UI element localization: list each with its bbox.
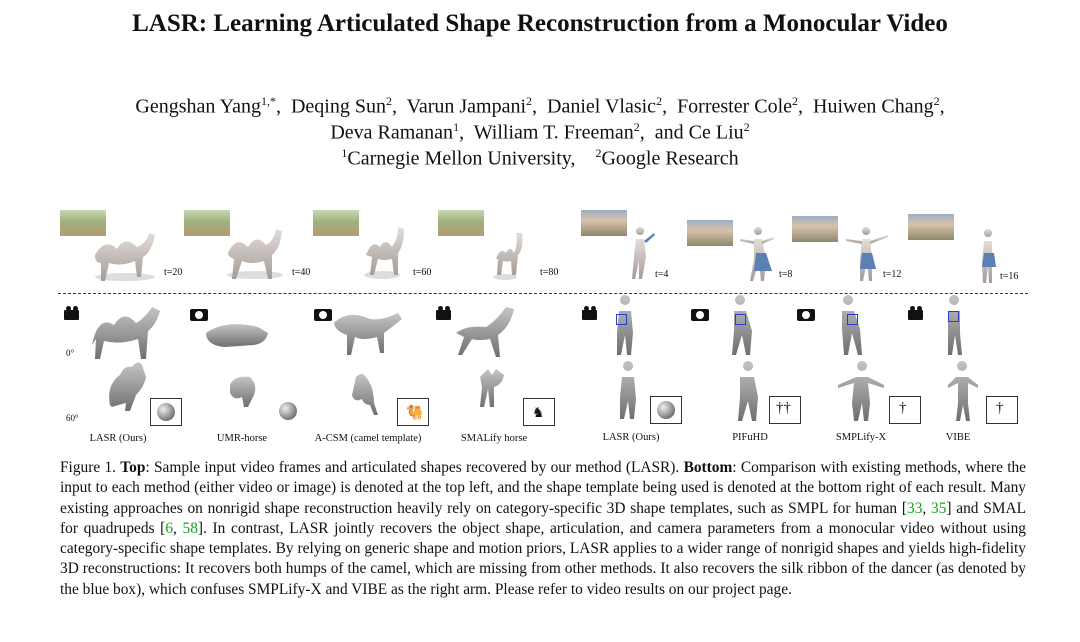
dancer-render	[632, 227, 655, 279]
camel-frame-thumbnail	[313, 210, 359, 236]
author-name: William T. Freeman	[473, 121, 634, 144]
method-label: SMPLify-X	[835, 432, 887, 443]
dancer-render	[846, 227, 888, 281]
camel-frame-thumbnail	[438, 210, 484, 236]
camel-render	[95, 233, 155, 281]
video-camera-icon	[64, 306, 86, 320]
template-box	[769, 396, 801, 424]
caption-text: ,	[922, 499, 931, 517]
affil-sup: 1	[341, 146, 348, 160]
method-label: LASR (Ours)	[602, 432, 660, 443]
author-line-2: Deva Ramanan$^1$, William T. Freeman$^2$, and Ce Liu$^2$	[330, 120, 750, 144]
template-box	[523, 398, 555, 426]
author-sup: 2	[633, 120, 640, 134]
author-sup: 2	[933, 94, 940, 108]
caption-text: ] and SMAL for quadrupeds [	[60, 499, 1027, 537]
caption-text: ,	[173, 519, 183, 537]
method-label: UMR-horse	[216, 433, 268, 444]
affil-sup: 2	[595, 146, 602, 160]
author-name: Gengshan Yang	[135, 95, 261, 118]
author-sup: 1,*	[260, 94, 276, 108]
caption-bottom-label: Bottom	[683, 459, 733, 476]
author-name: Huiwen Chang	[813, 95, 934, 118]
sphere-icon	[157, 403, 175, 421]
sphere-icon	[657, 401, 675, 419]
dance-frame-thumbnail	[687, 220, 733, 246]
video-camera-icon	[436, 306, 458, 320]
affil-name: Google Research	[601, 147, 739, 170]
time-label: t=80	[540, 267, 559, 278]
dance-frame-thumbnail	[581, 210, 627, 236]
camera-icon	[190, 309, 208, 321]
method-label: VIBE	[945, 432, 971, 443]
author-name: Varun Jampani	[406, 95, 527, 118]
human-icon: †	[899, 400, 907, 416]
author-name: Forrester Cole	[677, 95, 793, 118]
camera-icon	[691, 309, 709, 321]
video-camera-icon	[582, 306, 604, 320]
camel-icon: 🐫	[406, 406, 424, 421]
caption-text: ]. In contrast, LASR jointly recovers the object shape, articulation, and camera parameters from a monocular video without using category-specific shape templates. By relying on generic shape and motion priors, LASR applies to a wider range of nonrigid shapes and yields high-fidelity 3D reconstructions: It recovers both humps of the camel, which are missing from other methods. It also recovers the silk ribbon of the dancer (as denoted by the blue box), which confuses SMPLify-X and VIBE as the right arm. Please refer to video results on our project page.	[60, 519, 1026, 598]
dance-frame-thumbnail	[792, 216, 838, 242]
time-label: t=12	[883, 269, 902, 280]
author-name: and Ce Liu	[654, 121, 744, 144]
ribbon-highlight-box	[948, 311, 959, 322]
camel-render	[493, 233, 523, 280]
angle-label: 60°	[66, 413, 79, 423]
author-sup: 2	[792, 94, 799, 108]
horse-icon: ♞	[532, 406, 545, 421]
author-name: Deva Ramanan	[330, 121, 454, 144]
sphere-icon	[279, 402, 297, 420]
method-label: A-CSM (camel template)	[314, 433, 422, 444]
angle-label: 0°	[66, 348, 75, 358]
author-sup: 2	[743, 120, 750, 134]
method-label: PIFuHD	[732, 432, 768, 443]
paper-title: LASR: Learning Articulated Shape Reconstruction from a Monocular Video	[132, 10, 948, 37]
author-sup: 1	[453, 120, 460, 134]
camel-frame-thumbnail	[60, 210, 106, 236]
time-label: t=4	[655, 269, 669, 280]
video-camera-icon	[908, 306, 930, 320]
template-box	[273, 398, 303, 424]
method-label: SMALify horse	[460, 433, 528, 444]
camel-frame-thumbnail	[184, 210, 230, 236]
time-label: t=16	[1000, 271, 1019, 282]
time-label: t=40	[292, 267, 311, 278]
affil-name: Carnegie Mellon University	[347, 147, 571, 170]
human-icon: †	[996, 400, 1004, 416]
shape-render-0deg	[92, 295, 962, 359]
teaser-figure	[0, 205, 1080, 455]
caption-text: : Comparison with existing methods, where the input to each method (either video or image) is denoted at the top left, and the shape template being used is denoted at the bottom right of each result. Many existing approaches on nonrigid shape reconstruction heavily rely on category-specific 3D shape templates, such as SMPL for human [	[60, 459, 1026, 517]
author-name: Daniel Vlasic	[547, 95, 657, 118]
citation-link[interactable]: 6	[165, 519, 174, 537]
camera-icon	[797, 309, 815, 321]
caption-prefix: Figure 1.	[60, 459, 121, 476]
author-sup: 2	[385, 94, 392, 108]
template-box	[889, 396, 921, 424]
ribbon-highlight-box	[735, 314, 746, 325]
template-box	[397, 398, 429, 426]
affiliations: $^1$Carnegie Mellon University, $^2$Google Research	[341, 146, 739, 170]
time-label: t=60	[413, 267, 432, 278]
time-label: t=8	[779, 269, 793, 280]
dancer-render	[982, 229, 996, 283]
figure-caption	[60, 458, 1026, 600]
citation-link[interactable]: 33	[907, 499, 923, 517]
ribbon-highlight-box	[616, 314, 627, 325]
author-line-1: Gengshan Yang$^{1,*}$, Deqing Sun$^2$, Varun Jampani$^2$, Daniel Vlasic$^2$, Forrester Cole$^2$, Huiwen Chang$^2$,	[135, 94, 945, 118]
caption-top-label: Top	[120, 459, 146, 476]
time-label: t=20	[164, 267, 183, 278]
dance-frame-thumbnail	[908, 214, 954, 240]
author-sup: 2	[526, 94, 533, 108]
template-box	[150, 398, 182, 426]
dancer-render	[740, 227, 774, 281]
caption-text: : Sample input video frames and articulated shapes recovered by our method (LASR).	[145, 459, 684, 476]
template-box	[986, 396, 1018, 424]
author-name: Deqing Sun	[290, 95, 386, 118]
author-sup: 2	[656, 94, 663, 108]
citation-link[interactable]: 58	[182, 519, 198, 537]
ribbon-highlight-box	[847, 314, 858, 325]
camel-render	[227, 229, 283, 279]
camel-render	[364, 227, 404, 279]
template-box	[650, 396, 682, 424]
human-icon: ††	[776, 400, 791, 416]
citation-link[interactable]: 35	[931, 499, 947, 517]
section-divider	[58, 293, 1028, 294]
method-label: LASR (Ours)	[89, 433, 147, 444]
camera-icon	[314, 309, 332, 321]
